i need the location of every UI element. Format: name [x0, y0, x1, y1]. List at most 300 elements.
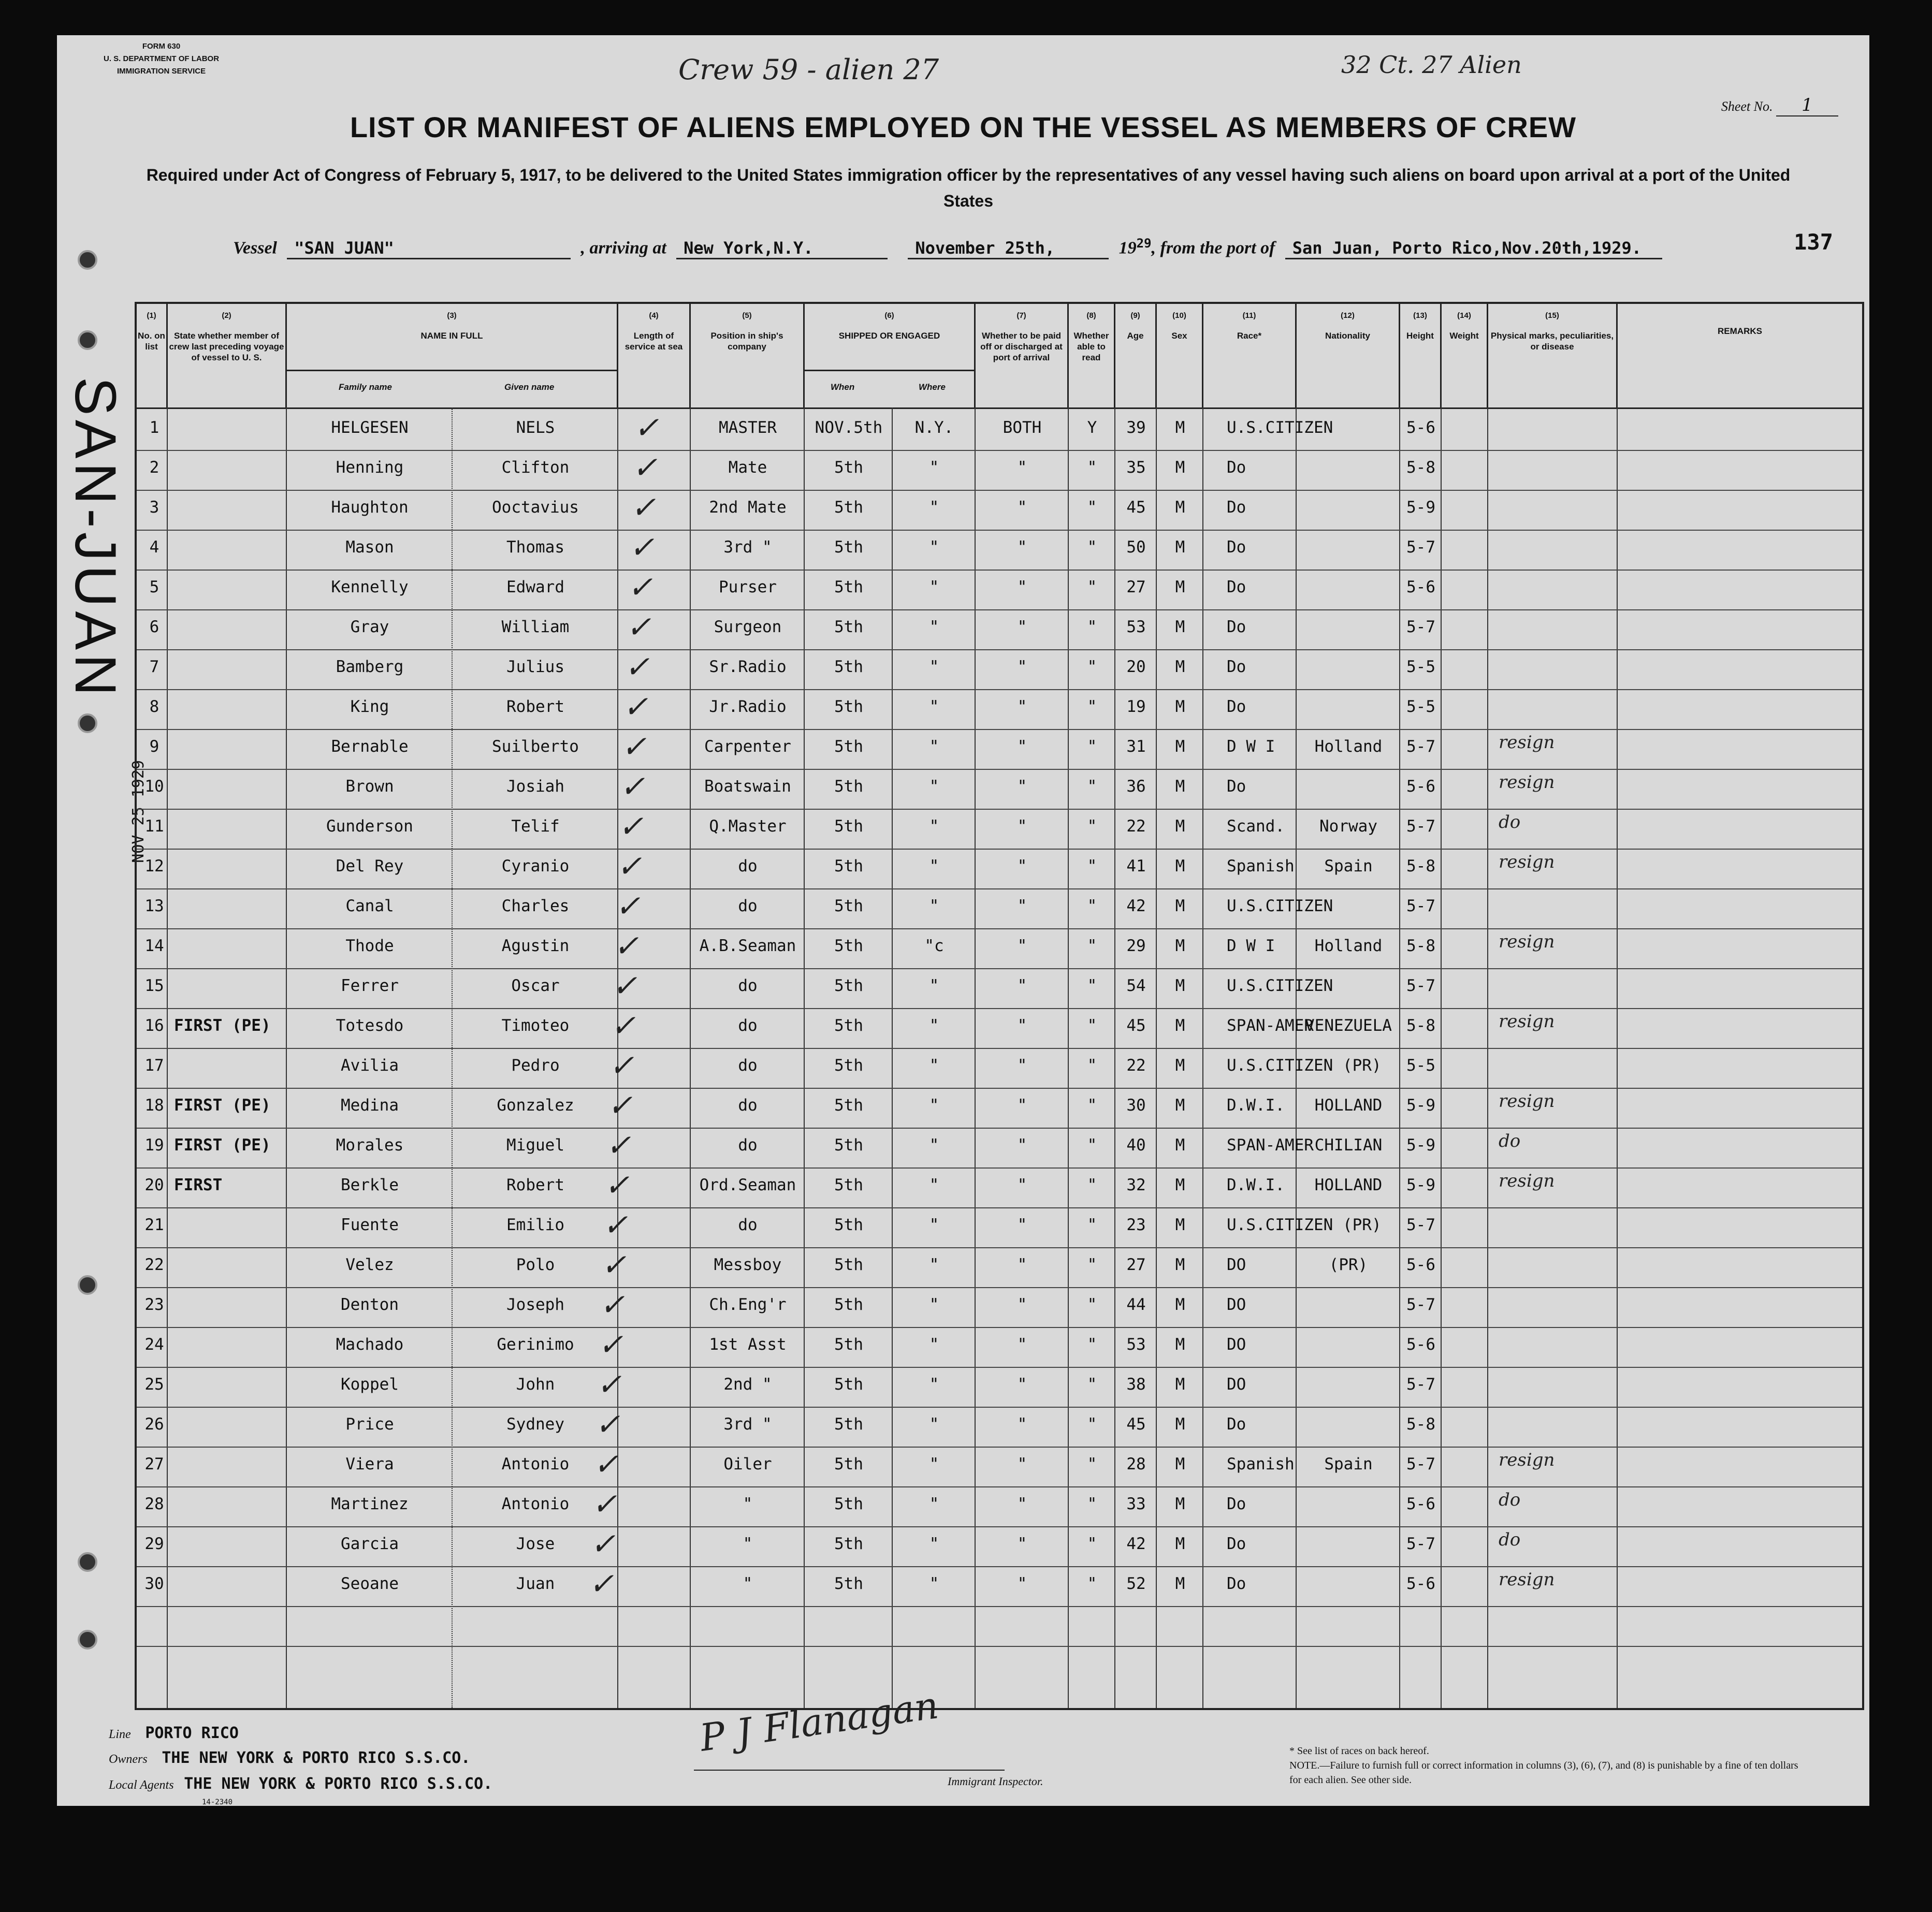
table-row — [137, 1566, 1862, 1606]
cell-row-number: 21 — [144, 1216, 164, 1234]
header-age: (9) Age — [1115, 304, 1157, 407]
cell-given-name: Josiah — [506, 777, 564, 796]
cell-sex: M — [1175, 1415, 1185, 1434]
cell-paid-off: " — [1017, 1415, 1027, 1434]
cell-able-to-read: " — [1087, 897, 1097, 915]
check-mark-icon: ✓ — [623, 689, 648, 724]
cell-given-name: Antonio — [501, 1455, 570, 1473]
cell-height: 5-7 — [1406, 618, 1435, 636]
cell-paid-off: " — [1017, 1216, 1027, 1234]
table-row — [137, 809, 1862, 849]
cell-sex: M — [1175, 737, 1185, 756]
cell-sex: M — [1175, 857, 1185, 875]
cell-paid-off: " — [1017, 538, 1027, 557]
cell-age: 53 — [1126, 618, 1146, 636]
cell-shipped-when: 5th — [834, 1096, 863, 1115]
cell-row-number: 23 — [144, 1295, 164, 1314]
year-prefix: 19 — [1118, 238, 1137, 258]
header-no: (1) No. on list — [137, 304, 168, 407]
check-mark-icon: ✓ — [628, 570, 653, 605]
cell-row-number: 3 — [149, 498, 159, 517]
cell-shipped-where: " — [929, 1176, 939, 1194]
cell-shipped-where: " — [929, 1415, 939, 1434]
cell-physical-marks: resign — [1499, 732, 1555, 753]
cell-position: Surgeon — [714, 618, 782, 636]
check-mark-icon: ✓ — [607, 1088, 633, 1123]
cell-family-name: Gunderson — [326, 817, 413, 836]
cell-able-to-read: " — [1087, 1495, 1097, 1513]
cell-age: 42 — [1126, 897, 1146, 915]
cell-able-to-read: " — [1087, 1295, 1097, 1314]
cell-shipped-where: " — [929, 618, 939, 636]
cell-position: do — [738, 857, 758, 875]
cell-paid-off: " — [1017, 1535, 1027, 1553]
cell-row-number: 14 — [144, 937, 164, 955]
cell-paid-off: " — [1017, 857, 1027, 875]
cell-nationality: Norway — [1319, 817, 1377, 836]
cell-physical-marks: do — [1499, 1131, 1521, 1151]
cell-able-to-read: " — [1087, 1016, 1097, 1035]
check-mark-icon: ✓ — [609, 1048, 634, 1083]
cell-able-to-read: " — [1087, 1216, 1097, 1234]
cell-nationality: Holland — [1314, 737, 1383, 756]
cell-family-name: King — [350, 697, 389, 716]
cell-able-to-read: " — [1087, 1455, 1097, 1473]
cell-able-to-read: " — [1087, 1574, 1097, 1593]
cell-able-to-read: " — [1087, 1176, 1097, 1194]
cell-given-name: Suilberto — [492, 737, 579, 756]
cell-family-name: Garcia — [341, 1535, 399, 1553]
cell-able-to-read: " — [1087, 1136, 1097, 1155]
cell-shipped-where: " — [929, 1096, 939, 1115]
cell-given-name: Clifton — [501, 458, 570, 477]
cell-given-name: Sydney — [506, 1415, 564, 1434]
cell-shipped-when: 5th — [834, 1495, 863, 1513]
cell-paid-off: " — [1017, 1016, 1027, 1035]
cell-nationality: Spain — [1324, 857, 1373, 875]
table-row — [137, 1486, 1862, 1526]
cell-sex: M — [1175, 1535, 1185, 1553]
cell-able-to-read: " — [1087, 817, 1097, 836]
cell-race: U.S.CITIZEN — [1227, 897, 1333, 915]
cell-row-number: 1 — [149, 418, 159, 437]
agents-value: THE NEW YORK & PORTO RICO S.S.CO. — [184, 1775, 493, 1793]
cell-row-number: 6 — [149, 618, 159, 636]
cell-row-number: 28 — [144, 1495, 164, 1513]
check-mark-icon: ✓ — [629, 530, 655, 565]
check-mark-icon: ✓ — [597, 1367, 622, 1402]
cell-shipped-when: 5th — [834, 1375, 863, 1394]
cell-family-name: Del Rey — [336, 857, 404, 875]
cell-given-name: Miguel — [506, 1136, 564, 1155]
check-mark-icon: ✓ — [601, 1247, 627, 1282]
cell-shipped-where: " — [929, 1535, 939, 1553]
cell-family-name: Morales — [336, 1136, 404, 1155]
cell-position: Oiler — [723, 1455, 772, 1473]
cell-paid-off: " — [1017, 1056, 1027, 1075]
cell-family-name: Bamberg — [336, 658, 404, 676]
cell-shipped-when: 5th — [834, 857, 863, 875]
cell-shipped-when: 5th — [834, 1216, 863, 1234]
check-mark-icon: ✓ — [624, 649, 650, 684]
cell-race: Do — [1227, 538, 1246, 557]
cell-height: 5-7 — [1406, 1455, 1435, 1473]
cell-row-number: 13 — [144, 897, 164, 915]
cell-shipped-when: 5th — [834, 1295, 863, 1314]
owners-label: Owners — [109, 1753, 148, 1766]
header-weight: (14) Weight — [1442, 304, 1488, 407]
cell-prev-voyage: FIRST — [174, 1176, 223, 1194]
cell-prev-voyage: FIRST (PE) — [174, 1136, 271, 1155]
cell-given-name: Charles — [501, 897, 570, 915]
vessel-label: Vessel — [233, 238, 277, 258]
cell-given-name: William — [501, 618, 570, 636]
check-mark-icon: ✓ — [618, 809, 644, 844]
cell-race: Do — [1227, 658, 1246, 676]
table-row — [137, 1008, 1862, 1048]
cell-given-name: Robert — [506, 1176, 564, 1194]
cell-position: A.B.Seaman — [699, 937, 796, 955]
table-row — [137, 928, 1862, 968]
inspector-line — [694, 1770, 1005, 1771]
cell-height: 5-6 — [1406, 418, 1435, 437]
cell-height: 5-9 — [1406, 1176, 1435, 1194]
table-row — [137, 968, 1862, 1008]
cell-shipped-when: 5th — [834, 1535, 863, 1553]
header-sex: (10) Sex — [1157, 304, 1203, 407]
cell-given-name: Pedro — [511, 1056, 560, 1075]
cell-row-number: 18 — [144, 1096, 164, 1115]
cell-able-to-read: " — [1087, 1256, 1097, 1274]
cell-shipped-when: 5th — [834, 976, 863, 995]
cell-height: 5-7 — [1406, 1295, 1435, 1314]
punch-hole — [78, 1552, 97, 1572]
vessel-line — [233, 236, 1662, 259]
cell-shipped-when: 5th — [834, 1335, 863, 1354]
cell-race: Do — [1227, 458, 1246, 477]
cell-shipped-where: " — [929, 897, 939, 915]
cell-given-name: Cyranio — [501, 857, 570, 875]
cell-given-name: Antonio — [501, 1495, 570, 1513]
cell-family-name: HELGESEN — [331, 418, 409, 437]
owners-value: THE NEW YORK & PORTO RICO S.S.CO. — [162, 1749, 471, 1767]
check-mark-icon: ✓ — [590, 1526, 616, 1561]
cell-shipped-where: " — [929, 1295, 939, 1314]
header-prev-voyage: (2) State whether member of crew last preceding voyage of vessel to U. S. — [168, 304, 287, 407]
cell-given-name: Edward — [506, 578, 564, 596]
cell-family-name: Ferrer — [341, 976, 399, 995]
table-row — [137, 649, 1862, 689]
cell-family-name: Mason — [345, 538, 394, 557]
table-row — [137, 1407, 1862, 1447]
cell-physical-marks: resign — [1499, 1450, 1555, 1470]
cell-race: Do — [1227, 498, 1246, 517]
cell-able-to-read: " — [1087, 737, 1097, 756]
cell-age: 20 — [1126, 658, 1146, 676]
cell-shipped-where: " — [929, 498, 939, 517]
cell-shipped-where: " — [929, 458, 939, 477]
table-row — [137, 1287, 1862, 1327]
cell-able-to-read: " — [1087, 1415, 1097, 1434]
header-read: (8) Whether able to read — [1069, 304, 1115, 407]
cell-sex: M — [1175, 1335, 1185, 1354]
cell-family-name: Canal — [345, 897, 394, 915]
cell-paid-off: " — [1017, 737, 1027, 756]
cell-sex: M — [1175, 1574, 1185, 1593]
cell-race: U.S.CITIZEN (PR) — [1227, 1056, 1382, 1075]
cell-nationality: (PR) — [1329, 1256, 1368, 1274]
cell-physical-marks: resign — [1499, 931, 1555, 952]
cell-paid-off: " — [1017, 1176, 1027, 1194]
punch-hole — [78, 250, 97, 270]
cell-shipped-when: 5th — [834, 1256, 863, 1274]
cell-paid-off: " — [1017, 1256, 1027, 1274]
cell-age: 27 — [1126, 1256, 1146, 1274]
cell-able-to-read: " — [1087, 498, 1097, 517]
cell-able-to-read: " — [1087, 1056, 1097, 1075]
cell-able-to-read: " — [1087, 578, 1097, 596]
cell-shipped-when: 5th — [834, 777, 863, 796]
cell-row-number: 27 — [144, 1455, 164, 1473]
cell-row-number: 25 — [144, 1375, 164, 1394]
cell-sex: M — [1175, 538, 1185, 557]
cell-sex: M — [1175, 1136, 1185, 1155]
check-mark-icon: ✓ — [614, 928, 639, 964]
cell-race: D W I — [1227, 737, 1275, 756]
cell-shipped-when: 5th — [834, 1415, 863, 1434]
cell-height: 5-7 — [1406, 897, 1435, 915]
cell-sex: M — [1175, 1295, 1185, 1314]
cell-given-name: Robert — [506, 697, 564, 716]
table-row — [137, 570, 1862, 609]
cell-row-number: 30 — [144, 1574, 164, 1593]
vessel-name: "SAN JUAN" — [287, 238, 571, 259]
cell-race: Do — [1227, 1495, 1246, 1513]
manifest-sheet — [57, 35, 1869, 1806]
cell-position: Jr.Radio — [709, 697, 787, 716]
header-position: (5) Position in ship's company — [691, 304, 805, 407]
cell-able-to-read: Y — [1087, 418, 1097, 437]
cell-given-name: Thomas — [506, 538, 564, 557]
table-row — [137, 450, 1862, 490]
check-mark-icon: ✓ — [612, 968, 637, 1003]
check-mark-icon: ✓ — [598, 1327, 623, 1362]
cell-family-name: Bernable — [331, 737, 409, 756]
cell-paid-off: " — [1017, 1295, 1027, 1314]
footer-owners — [109, 1749, 470, 1767]
cell-height: 5-5 — [1406, 1056, 1435, 1075]
cell-position: " — [743, 1495, 753, 1513]
cell-position: MASTER — [719, 418, 777, 437]
check-mark-icon: ✓ — [632, 450, 658, 485]
cell-given-name: Ooctavius — [492, 498, 579, 517]
cell-shipped-when: 5th — [834, 458, 863, 477]
punch-hole — [78, 1630, 97, 1650]
check-mark-icon: ✓ — [600, 1287, 625, 1322]
cell-position: Boatswain — [704, 777, 791, 796]
cell-paid-off: " — [1017, 458, 1027, 477]
header-race: (11) Race* — [1203, 304, 1297, 407]
cell-row-number: 16 — [144, 1016, 164, 1035]
cell-race: Spanish — [1227, 1455, 1295, 1473]
cell-family-name: Gray — [350, 618, 389, 636]
cell-physical-marks: resign — [1499, 1011, 1555, 1032]
cell-able-to-read: " — [1087, 1375, 1097, 1394]
cell-age: 32 — [1126, 1176, 1146, 1194]
cell-able-to-read: " — [1087, 658, 1097, 676]
check-mark-icon: ✓ — [592, 1486, 617, 1522]
cell-family-name: Avilia — [341, 1056, 399, 1075]
cell-family-name: Totesdo — [336, 1016, 404, 1035]
cell-able-to-read: " — [1087, 458, 1097, 477]
cell-shipped-where: " — [929, 737, 939, 756]
cell-able-to-read: " — [1087, 777, 1097, 796]
cell-family-name: Brown — [345, 777, 394, 796]
line-label: Line — [109, 1728, 131, 1741]
check-mark-icon: ✓ — [606, 1128, 631, 1163]
cell-height: 5-6 — [1406, 777, 1435, 796]
page-subtitle: Required under Act of Congress of February 5, 1917, to be delivered to the United States immigration officer by the representatives of any vessel having such aliens on board upon arrival at a port of the United States — [146, 166, 1791, 210]
cell-sex: M — [1175, 458, 1185, 477]
cell-race: U.S.CITIZEN — [1227, 418, 1333, 437]
cell-race: SPAN-AMER — [1227, 1016, 1314, 1035]
cell-given-name: Agustin — [501, 937, 570, 955]
cell-sex: M — [1175, 777, 1185, 796]
cell-sex: M — [1175, 418, 1185, 437]
cell-position: do — [738, 1056, 758, 1075]
inspector-signature: P J Flanagan — [697, 1683, 941, 1760]
cell-height: 5-5 — [1406, 658, 1435, 676]
cell-race: U.S.CITIZEN (PR) — [1227, 1216, 1382, 1234]
check-mark-icon: ✓ — [620, 769, 645, 804]
cell-sex: M — [1175, 1056, 1185, 1075]
cell-sex: M — [1175, 697, 1185, 716]
cell-row-number: 10 — [144, 777, 164, 796]
cell-given-name: Jose — [516, 1535, 555, 1553]
header-name: (3) NAME IN FULL Family name Given name — [287, 304, 618, 407]
cell-paid-off: " — [1017, 697, 1027, 716]
cell-sex: M — [1175, 1216, 1185, 1234]
cell-age: 30 — [1126, 1096, 1146, 1115]
cell-age: 44 — [1126, 1295, 1146, 1314]
cell-race: Do — [1227, 618, 1246, 636]
cell-race: Scand. — [1227, 817, 1285, 836]
cell-prev-voyage: FIRST (PE) — [174, 1016, 271, 1035]
cell-family-name: Medina — [341, 1096, 399, 1115]
cell-race: D W I — [1227, 937, 1275, 955]
cell-physical-marks: do — [1499, 1490, 1521, 1510]
header-given-name: Given name — [504, 382, 555, 392]
cell-paid-off: " — [1017, 976, 1027, 995]
cell-shipped-when: 5th — [834, 817, 863, 836]
cell-position: " — [743, 1535, 753, 1553]
cell-paid-off: " — [1017, 897, 1027, 915]
check-mark-icon: ✓ — [615, 888, 641, 924]
from-port: San Juan, Porto Rico,Nov.20th,1929. — [1285, 238, 1662, 259]
table-row — [137, 1526, 1862, 1566]
cell-physical-marks: resign — [1499, 852, 1555, 872]
cell-position: Ch.Eng'r — [709, 1295, 787, 1314]
cell-row-number: 12 — [144, 857, 164, 875]
cell-race: D.W.I. — [1227, 1096, 1285, 1115]
cell-paid-off: " — [1017, 1335, 1027, 1354]
cell-row-number: 26 — [144, 1415, 164, 1434]
cell-shipped-when: 5th — [834, 737, 863, 756]
table-row — [137, 530, 1862, 570]
table-row — [137, 888, 1862, 928]
cell-sex: M — [1175, 1096, 1185, 1115]
cell-shipped-where: " — [929, 1016, 939, 1035]
cell-shipped-when: 5th — [834, 937, 863, 955]
header-when: When — [831, 382, 855, 392]
cell-paid-off: " — [1017, 1495, 1027, 1513]
cell-physical-marks: resign — [1499, 1569, 1555, 1590]
cell-sex: M — [1175, 618, 1185, 636]
cell-sex: M — [1175, 578, 1185, 596]
cell-shipped-when: 5th — [834, 658, 863, 676]
cell-age: 19 — [1126, 697, 1146, 716]
table-row — [137, 689, 1862, 729]
cell-position: do — [738, 1216, 758, 1234]
header-where: Where — [919, 382, 946, 392]
cell-height: 5-8 — [1406, 1415, 1435, 1434]
cell-shipped-when: 5th — [834, 578, 863, 596]
cell-position: do — [738, 1016, 758, 1035]
cell-given-name: NELS — [516, 418, 555, 437]
cell-sex: M — [1175, 1455, 1185, 1473]
cell-shipped-where: " — [929, 538, 939, 557]
sheet-value: 1 — [1776, 95, 1838, 116]
cell-given-name: Oscar — [511, 976, 560, 995]
cell-height: 5-7 — [1406, 1375, 1435, 1394]
cell-shipped-when: 5th — [834, 498, 863, 517]
arriving-label: , arriving at — [580, 238, 666, 258]
cell-family-name: Koppel — [341, 1375, 399, 1394]
cell-race: DO — [1227, 1375, 1246, 1394]
cell-height: 5-6 — [1406, 1495, 1435, 1513]
cell-age: 33 — [1126, 1495, 1146, 1513]
punch-hole — [78, 1275, 97, 1295]
cell-position: Messboy — [714, 1256, 782, 1274]
cell-age: 45 — [1126, 1415, 1146, 1434]
punch-hole — [78, 330, 97, 350]
cell-race: Spanish — [1227, 857, 1295, 875]
header-paid-off: (7) Whether to be paid off or discharged at port of arrival — [976, 304, 1069, 407]
cell-height: 5-8 — [1406, 937, 1435, 955]
arrival-date: November 25th, — [908, 238, 1109, 259]
inspector-label: Immigrant Inspector. — [948, 1775, 1043, 1788]
handwritten-note-aliens: 32 Ct. 27 Alien — [1341, 51, 1522, 79]
cell-height: 5-5 — [1406, 697, 1435, 716]
cell-paid-off: " — [1017, 1574, 1027, 1593]
cell-shipped-when: 5th — [834, 618, 863, 636]
footer-agents — [109, 1775, 492, 1793]
cell-given-name: Timoteo — [501, 1016, 570, 1035]
cell-physical-marks: resign — [1499, 1091, 1555, 1112]
table-row — [137, 490, 1862, 530]
cell-family-name: Thode — [345, 937, 394, 955]
cell-given-name: Telif — [511, 817, 560, 836]
cell-row-number: 5 — [149, 578, 159, 596]
cell-shipped-when: 5th — [834, 1574, 863, 1593]
cell-sex: M — [1175, 1176, 1185, 1194]
cell-sex: M — [1175, 897, 1185, 915]
cell-position: 3rd " — [723, 1415, 772, 1434]
cell-shipped-where: " — [929, 1256, 939, 1274]
cell-nationality: Holland — [1314, 937, 1383, 955]
cell-nationality: HOLLAND — [1314, 1176, 1383, 1194]
cell-physical-marks: do — [1499, 812, 1521, 833]
